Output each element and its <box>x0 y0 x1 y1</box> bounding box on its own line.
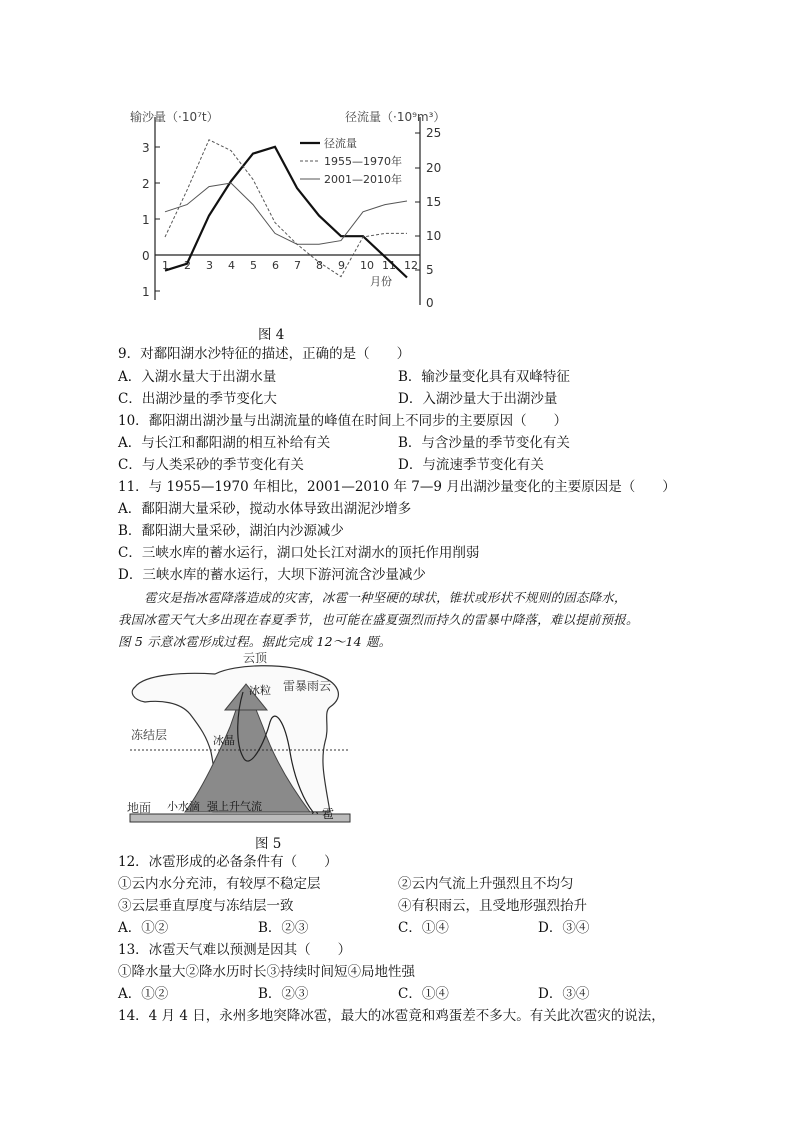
svg-text:10: 10 <box>426 229 442 243</box>
q13-statements: ①降水量大②降水历时长③持续时间短④局地性强 <box>118 964 415 980</box>
q14-stem: 14．4 月 4 日，永州多地突降冰雹，最大的冰雹竟和鸡蛋差不多大。有关此次雹灾的说法， <box>118 1008 665 1024</box>
svg-text:25: 25 <box>426 126 442 140</box>
q13-option-c: C．①④ <box>398 986 449 1002</box>
label-water-drop: 小水滴 <box>167 800 200 813</box>
q12-statement-2: ②云内气流上升强烈且不均匀 <box>398 876 574 892</box>
month-tick-7: 7 <box>294 259 301 272</box>
month-tick-8: 8 <box>316 259 323 272</box>
month-tick-5: 5 <box>250 259 257 272</box>
svg-text:5: 5 <box>426 263 434 277</box>
q12-statement-4: ④有积雨云，且受地形强烈抬升 <box>398 898 587 914</box>
q12-option-b: B．②③ <box>258 920 309 936</box>
q10-option-b: B．与含沙量的季节变化有关 <box>398 435 570 451</box>
month-tick-11: 11 <box>382 259 396 272</box>
label-thunder-cloud: 雷暴雨云 <box>283 679 332 693</box>
svg-text:0: 0 <box>142 249 150 263</box>
ground-strip <box>130 814 350 822</box>
month-tick-1: 1 <box>162 259 169 272</box>
q10-option-a: A．与长江和鄱阳湖的相互补给有关 <box>118 435 331 451</box>
month-tick-4: 4 <box>228 259 235 272</box>
q12-statement-3: ③云层垂直厚度与冻结层一致 <box>118 898 294 914</box>
q13-option-d: D．③④ <box>538 986 590 1002</box>
legend-2001: 2001—2010年 <box>324 173 402 186</box>
q10-option-c: C．与人类采砂的季节变化有关 <box>118 457 304 473</box>
label-ground: 地面 <box>127 801 152 815</box>
q11-stem: 11．与 1955—1970 年相比，2001—2010 年 7—9 月出湖沙量变化的主要原因是（ ） <box>118 479 676 495</box>
svg-text:0: 0 <box>426 296 434 310</box>
intro-passage <box>118 587 688 653</box>
q9-option-b: B．输沙量变化具有双峰特征 <box>398 369 570 385</box>
label-ice-crystal: 冰晶 <box>213 734 235 747</box>
svg-text:15: 15 <box>426 195 442 209</box>
q11-option-a: A．鄱阳湖大量采砂，搅动水体导致出湖泥沙增多 <box>118 501 412 517</box>
svg-text:2: 2 <box>142 177 150 191</box>
intro-line-1: 雹灾是指冰雹降落造成的灾害，冰雹一种坚硬的球状，锥状或形状不规则的固态降水， <box>144 590 627 605</box>
label-cloud-top: 云顶 <box>243 652 268 665</box>
left-tick-labels <box>142 141 150 299</box>
figure5-caption: 图 5 <box>255 836 282 852</box>
legend-1955: 1955—1970年 <box>324 155 402 168</box>
left-axis-label: 输沙量（·10⁷t） <box>130 110 219 124</box>
month-tick-3: 3 <box>206 259 213 272</box>
label-ice-particle: 冰粒 <box>249 684 271 697</box>
q12-option-a: A．①② <box>118 920 169 936</box>
q13-option-a: A．①② <box>118 986 169 1002</box>
q9-option-c: C．出湖沙量的季节变化大 <box>118 391 277 407</box>
intro-line-2: 我国冰雹天气大多出现在春夏季节，也可能在盛夏强烈而持久的雷暴中降落，难以提前预报。 <box>118 612 639 627</box>
svg-text:1: 1 <box>142 213 150 227</box>
q9-stem: 9．对鄱阳湖水沙特征的描述，正确的是（ ） <box>118 346 411 362</box>
intro-line-3: 图 5 示意冰雹形成过程。据此完成 12～14 题。 <box>118 634 392 649</box>
month-tick-6: 6 <box>272 259 279 272</box>
svg-text:20: 20 <box>426 161 442 175</box>
q12-stem: 12．冰雹形成的必备条件有（ ） <box>118 854 338 870</box>
q12-option-d: D．③④ <box>538 920 590 936</box>
q13-option-b: B．②③ <box>258 986 309 1002</box>
svg-text:1: 1 <box>142 285 150 299</box>
q12-statement-1: ①云内水分充沛，有较厚不稳定层 <box>118 876 321 892</box>
q9-option-a: A．入湖水量大于出湖水量 <box>118 369 277 385</box>
label-freezing-layer: 冻结层 <box>131 728 168 742</box>
label-hail: 雹 <box>322 807 335 821</box>
q11-option-b: B．鄱阳湖大量采砂，湖泊内沙源减少 <box>118 523 344 539</box>
q13-stem: 13．冰雹天气难以预测是因其（ ） <box>118 942 352 958</box>
month-tick-9: 9 <box>338 259 345 272</box>
label-updraft: 强上升气流 <box>207 800 262 813</box>
figure4-caption: 图 4 <box>258 327 285 343</box>
legend-runoff: 径流量 <box>324 137 357 150</box>
month-tick-labels <box>162 259 418 272</box>
q10-option-d: D．与流速季节变化有关 <box>398 457 544 473</box>
month-tick-12: 12 <box>404 259 418 272</box>
figure4-chart <box>120 95 450 315</box>
month-tick-10: 10 <box>360 259 374 272</box>
svg-text:3: 3 <box>142 141 150 155</box>
q11-option-d: D．三峡水库的蓄水运行，大坝下游河流含沙量减少 <box>118 567 426 583</box>
right-tick-labels <box>426 126 441 310</box>
q10-stem: 10．鄱阳湖出湖沙量与出湖流量的峰值在时间上不同步的主要原因（ ） <box>118 413 568 429</box>
q9-option-d: D．入湖沙量大于出湖沙量 <box>398 391 558 407</box>
chart-legend <box>300 136 402 186</box>
q11-option-c: C．三峡水库的蓄水运行，湖口处长江对湖水的顶托作用削弱 <box>118 545 480 561</box>
figure5-diagram <box>125 652 355 830</box>
q12-option-c: C．①④ <box>398 920 449 936</box>
right-axis-label: 径流量（·10⁹m³） <box>345 110 446 124</box>
month-tick-2: 2 <box>184 259 191 272</box>
x-unit-label: 月份 <box>370 275 392 288</box>
